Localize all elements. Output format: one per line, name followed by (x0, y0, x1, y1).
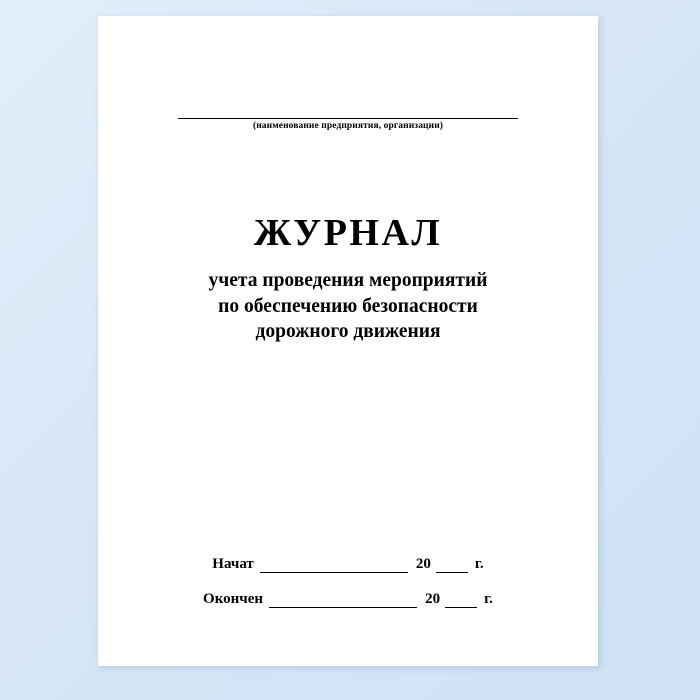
finished-year-suffix: г. (484, 591, 493, 607)
subtitle-line-2: по обеспечению безопасности (218, 295, 478, 317)
started-field-row (138, 556, 558, 573)
started-year-write-line (436, 559, 468, 573)
subtitle-line-3: дорожного движения (255, 321, 441, 343)
page-subtitle (138, 268, 558, 345)
footer-fields (138, 556, 558, 626)
finished-year-prefix: 20 (425, 591, 441, 607)
subtitle-line-1: учета проведения мероприятий (208, 269, 488, 291)
finished-date-write-line (269, 594, 417, 608)
finished-label: Окончен (203, 591, 264, 607)
started-year-prefix: 20 (415, 556, 431, 572)
organization-field (178, 104, 518, 131)
finished-year-write-line (445, 594, 477, 608)
title-block (138, 214, 558, 345)
started-label: Начат (212, 556, 254, 572)
document-page (98, 16, 598, 666)
organization-caption: (наименование предприятия, организации) (252, 121, 444, 131)
page-title: ЖУРНАЛ (253, 212, 443, 254)
organization-write-line (178, 104, 518, 119)
started-date-write-line (260, 559, 408, 573)
started-year-suffix: г. (474, 556, 484, 572)
finished-field-row (138, 591, 558, 608)
